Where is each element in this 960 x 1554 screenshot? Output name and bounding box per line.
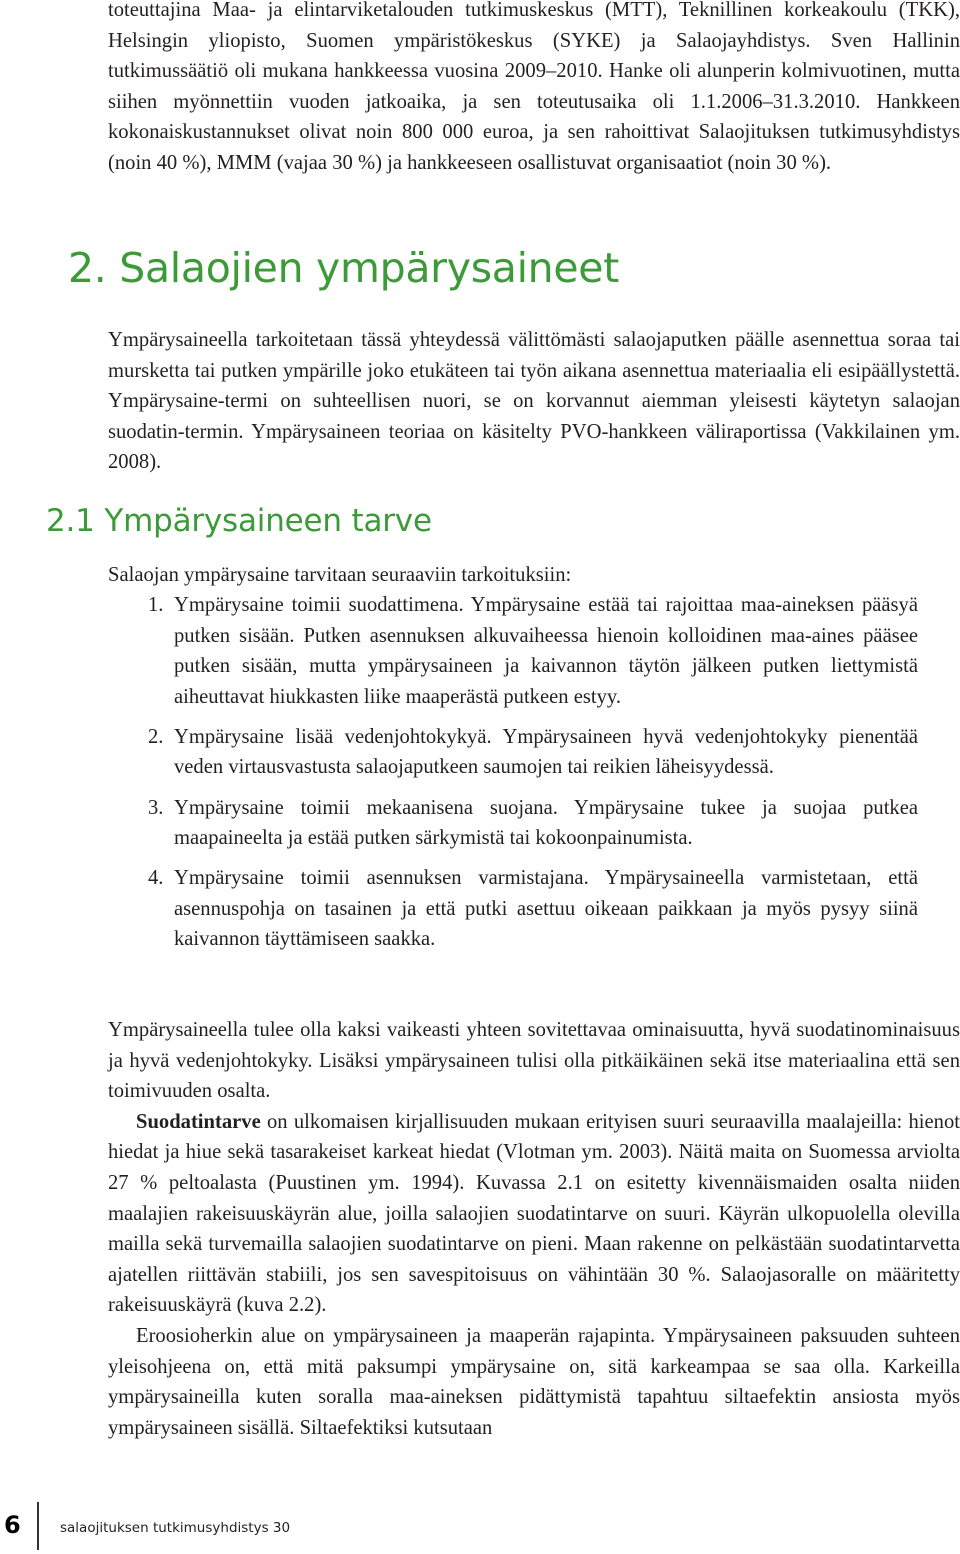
list-text: Ympärysaine toimii asennuksen varmistajana. Ympärysaineella varmistetaan, että asennuspohja on tasainen ja että putki asettuu oikeaan paikkaan ja myös pysyy siinä kaivannon täyttämiseen saakka. (174, 867, 918, 951)
section-2-heading: 2. Salaojien ympärysaineet (68, 244, 619, 292)
footer-divider (37, 1502, 39, 1550)
footer-publication: salaojituksen tutkimusyhdistys 30 (60, 1520, 291, 1536)
needs-list (148, 590, 918, 965)
list-number: 4. (148, 867, 164, 890)
list-number: 2. (148, 725, 164, 748)
paragraph-suodatintarve (108, 1107, 960, 1321)
paragraph-erosion: Eroosioherkin alue on ympärysaineen ja maaperän rajapinta. Ympärysaineen paksuuden suhteen yleisohjeena on, että mitä paksumpi ympärysaine on, sitä karkeampaa se saa olla. Karkeilla ympärysaineilla kuten soralla maa-aineksen pidättymistä tapahtuu siltaefektin ansiosta myös ympärysaineen sisällä. Siltaefektiksi kutsutaan (108, 1324, 960, 1439)
body-text-block (108, 1015, 960, 1443)
page-number: 6 (4, 1511, 21, 1539)
suodatintarve-text: on ulkomaisen kirjallisuuden mukaan erityisen suuri seuraavilla maalajeilla: hienot hiedat ja hiue sekä tasarakeiset karkeat hiedat (Vlotman ym. 2003). Näitä maita on Suomessa arviolta 27 % peltoalasta (Puustinen ym. 1994). Kuvassa 2.1 on esitetty kivennäismaiden osalta niiden maalajien rakeisuuskäyrän alue, joilla salaojien suodatintarve on suuri. Käyrän ulkopuolella olevilla mailla sekä turvemailla salaojien suodatintarve on pieni. Maan rakenne on pelkästään suodatintarvetta ajatellen riittävän stabiili, jos sen savespitoisuus on vähintään 30 %. Salaojasoralle on määritetty rakeisuuskäyrä (kuva 2.2). (108, 1110, 960, 1317)
list-text: Ympärysaine toimii mekaanisena suojana. Ympärysaine tukee ja suojaa putkea maapaineelta ja estää putken särkymistä tai kokoonpainumista. (174, 796, 918, 850)
intro-paragraph: toteuttajina Maa- ja elintarviketalouden tutkimuskeskus (MTT), Teknillinen korkeakoulu (TKK), Helsingin yliopisto, Suomen ympäristökeskus (SYKE) ja Salaojayhdistys. Sven Hallinin tutkimussäätiö oli mukana hankkeessa vuosina 2009–2010. Hanke oli alunperin kolmivuotinen, mutta siihen myönnettiin vuoden jatkoaika, ja sen toteutusaika oli 1.1.2006–31.3.2010. Hankkeen kokonaiskustannukset olivat noin 800 000 euroa, ja sen rahoittivat Salaojituksen tutkimusyhdistys (noin 40 %), MMM (vajaa 30 %) ja hankkeeseen osallistuvat organisaatiot (noin 30 %). (108, 0, 960, 174)
list-number: 3. (148, 796, 164, 819)
list-number: 1. (148, 594, 164, 616)
list-item (148, 590, 918, 712)
list-item (148, 793, 918, 854)
list-text: Ympärysaine toimii suodattimena. Ympärysaine estää tai rajoittaa maa-aineksen pääsyä putken sisään. Putken asennuksen alkuvaiheessa hienoin kolloidinen maa-aines pääsee putken sisään, mutta ympärysaineen ja kaivannon täytön jälkeen putken liettymistä aiheuttavat hiukkasten liike maaperästä putkeen estyy. (174, 594, 918, 708)
list-item (148, 863, 918, 955)
section-2-1-heading: 2.1 Ympärysaineen tarve (46, 503, 432, 539)
term-suodatintarve: Suodatintarve (136, 1110, 261, 1133)
section-2-paragraph: Ympärysaineella tarkoitetaan tässä yhteydessä välittömästi salaojaputken päälle asennettua soraa tai mursketta tai putken ympärille joko etukäteen tai työn aikana asennettua materiaalia eli esipäällystettä. Ympärysaine-termi on suhteellisen nuori, se on korvannut aiemman yleisesti käytetyn salaojan suodatin-termin. Ympärysaineen teoriaa on käsitelty PVO-hankkeen väliraportissa (Vakkilainen ym. 2008). (108, 329, 960, 474)
needs-intro: Salaojan ympärysaine tarvitaan seuraaviin tarkoituksiin: (108, 564, 572, 586)
paragraph-properties: Ympärysaineella tulee olla kaksi vaikeasti yhteen sovitettavaa ominaisuutta, hyvä suodatinominaisuus ja hyvä vedenjohtokyky. Lisäksi ympärysaineen tulisi olla pitkäikäinen sekä itse materiaalina että sen toimivuuden osalta. (108, 1019, 960, 1103)
list-text: Ympärysaine lisää vedenjohtokykyä. Ympärysaineen hyvä vedenjohtokyky pienentää veden virtausvastusta salaojaputkeen saumojen tai reikien läheisyydessä. (174, 725, 918, 779)
list-item (148, 722, 918, 783)
